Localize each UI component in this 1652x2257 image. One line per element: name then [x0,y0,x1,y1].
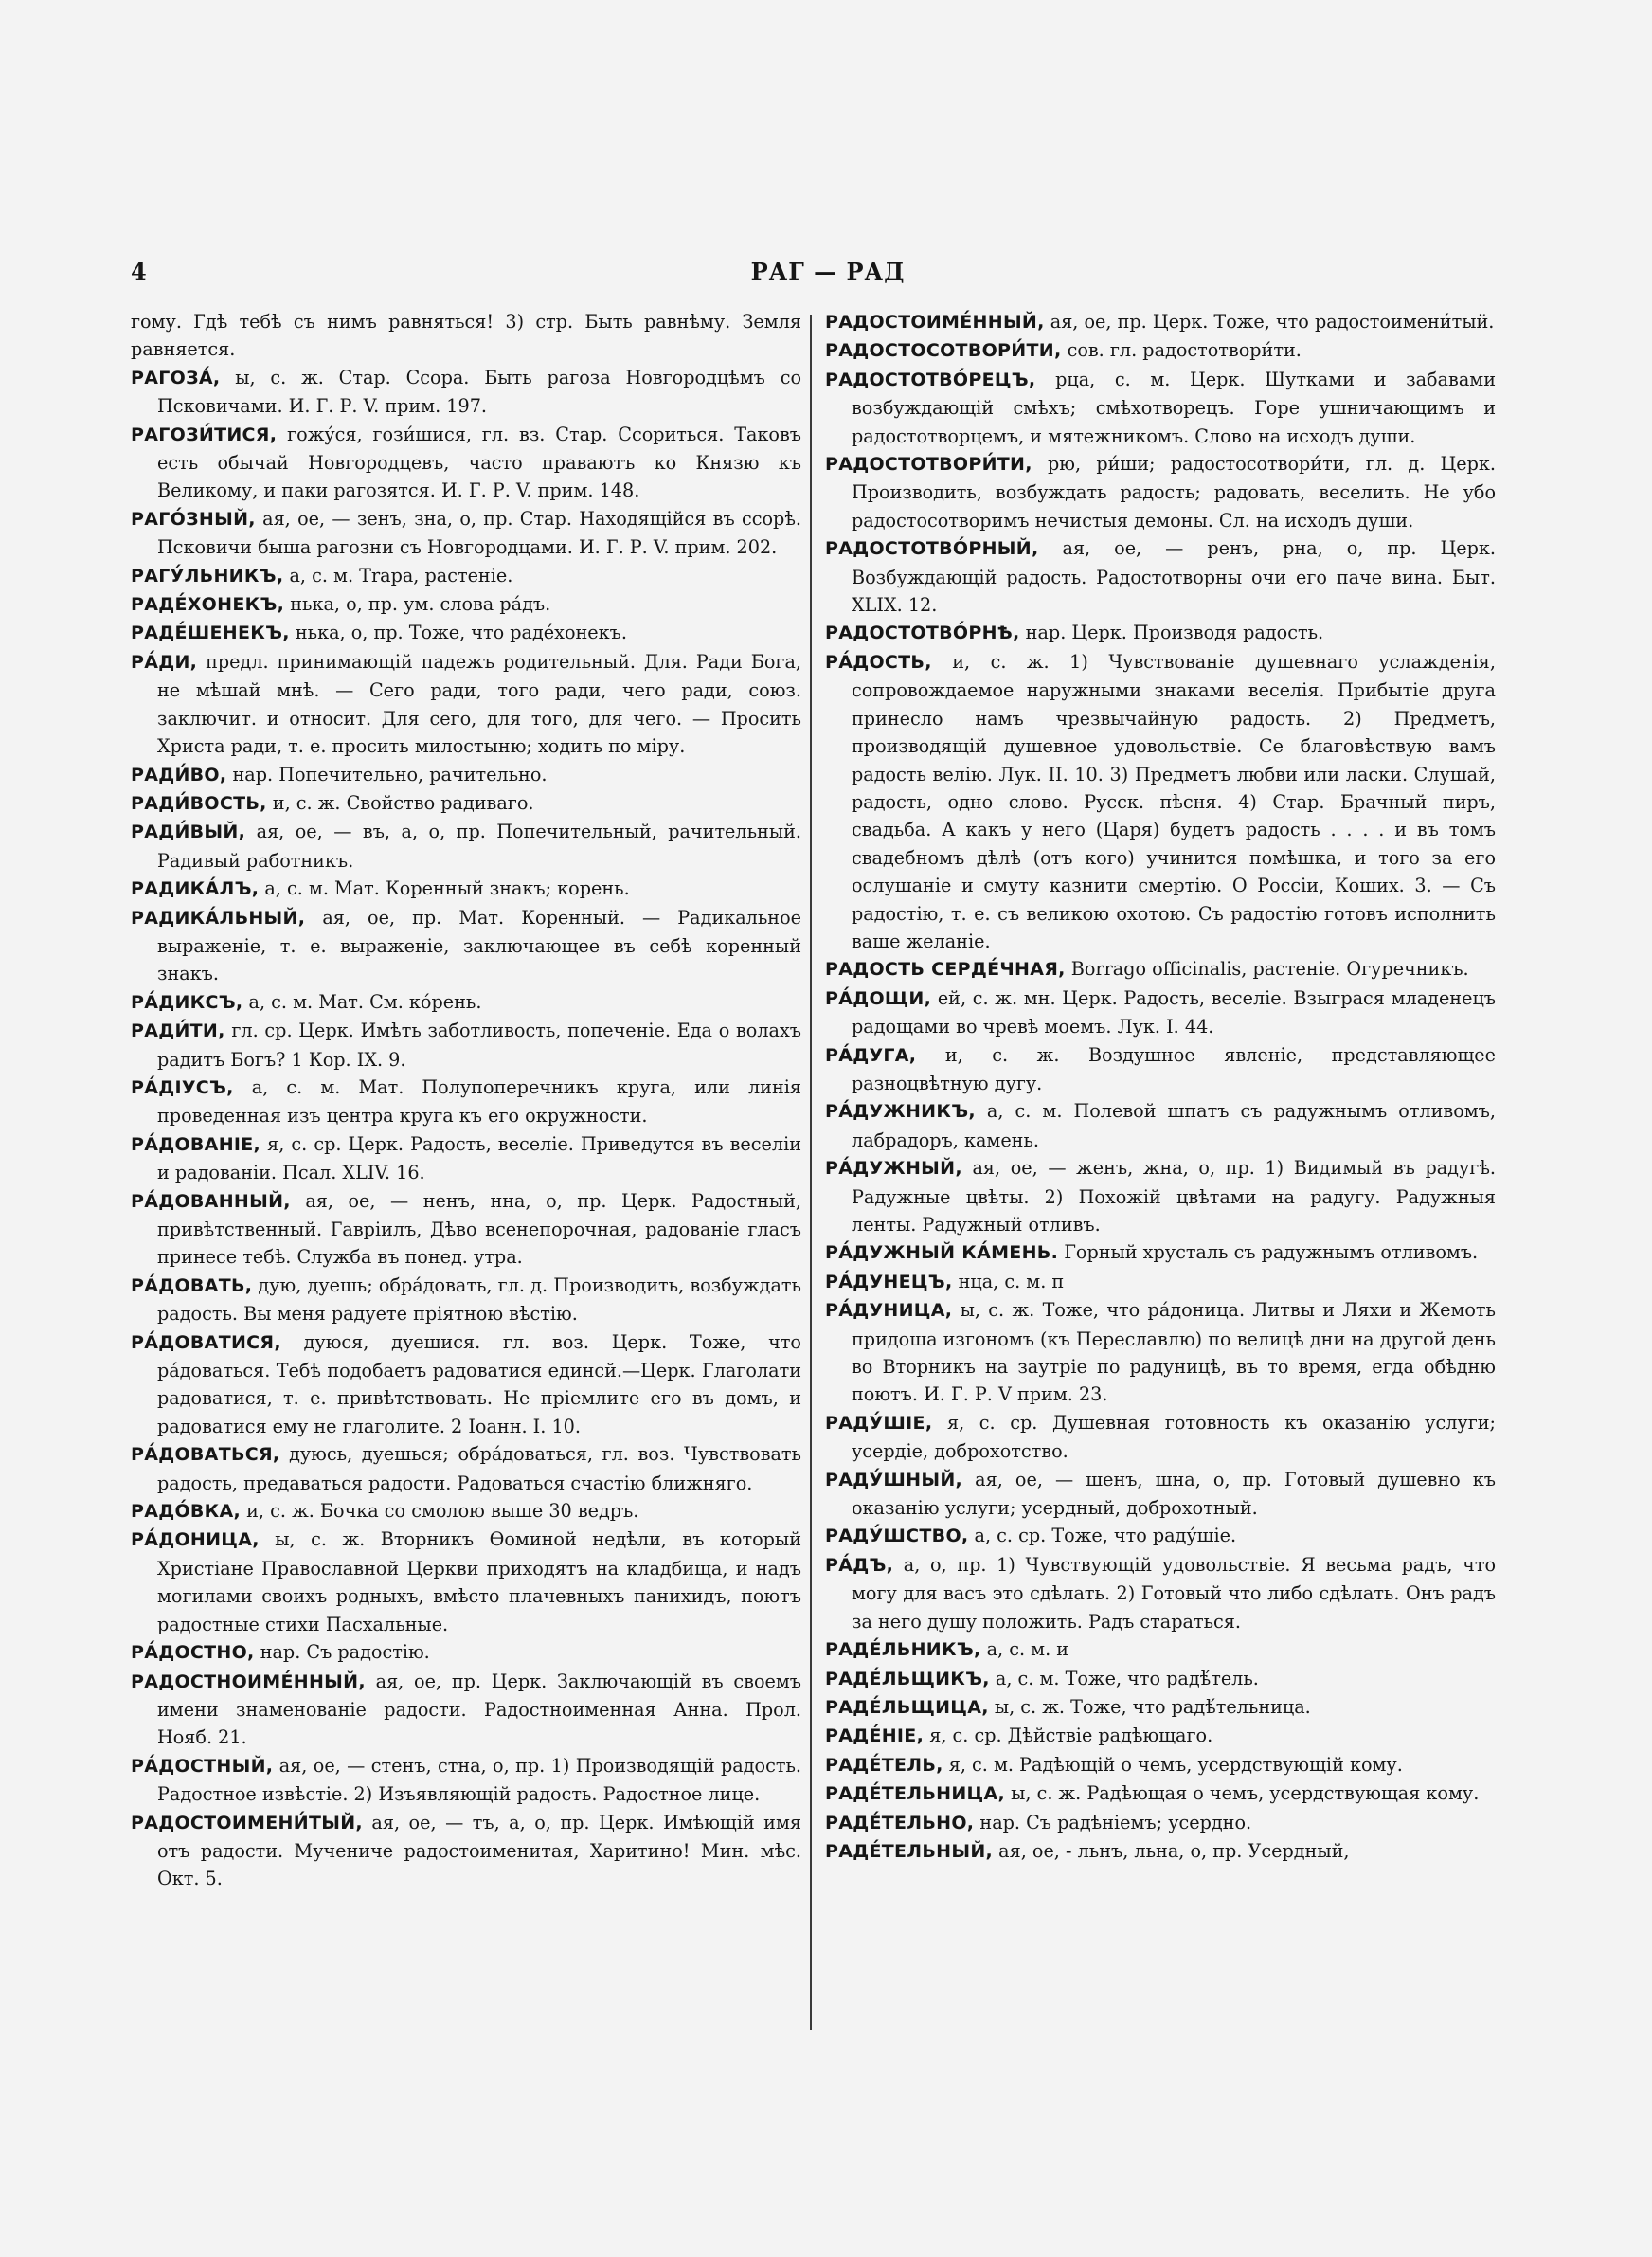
entry-definition: я, с. ср. Дѣйствіе радѣющаго. [924,1724,1213,1747]
dictionary-entry [825,1409,1496,1466]
entry-definition: ая, ое, пр. Церк. Заключающій въ своемъ имени знаменованіе радости. Радостноименная Анна. Прол. Нояб. 21. [157,1670,801,1749]
entry-headword: РАДУ́ШІЕ, [825,1412,933,1434]
entry-headword: РАДОСТОИМЕНИ́ТЫЙ, [131,1812,363,1833]
entry-headword: РАДЕ́ХОНЕКЪ, [131,594,285,616]
entry-definition: нька, о, пр. Тоже, что раде́хонекъ. [289,622,627,644]
dictionary-entry [131,1638,801,1667]
entry-definition: а, с. м. и [980,1638,1069,1661]
entry-definition: а, с. ср. Тоже, что раду́шіе. [968,1525,1237,1547]
entry-headword: РА́ДОСТНО, [131,1642,255,1664]
dictionary-entry [131,1187,801,1272]
entry-headword: РАДИ́ТИ, [131,1020,225,1042]
dictionary-entry [825,1751,1496,1779]
entry-definition: ы, с. ж. Тоже, что радѣ́тельница. [988,1695,1311,1718]
entry-definition: гл. ср. Церк. Имѣть заботливость, попеченіе. Еда о волахъ радитъ Богъ? 1 Кор. IX. 9. [157,1020,801,1071]
dictionary-entry [131,904,801,988]
entry-headword: РА́ДОВАТЬСЯ, [131,1444,280,1466]
dictionary-entry [131,619,801,647]
dictionary-entry [131,1440,801,1497]
entry-headword: РАДЕ́ТЕЛЬНО, [825,1812,975,1833]
entry-definition: ая, ое, - льнъ, льна, о, пр. Усердный, [993,1839,1350,1862]
entry-headword: РАГОЗИ́ТИСЯ, [131,424,278,445]
dictionary-entry [825,366,1496,450]
dictionary-entry [131,1809,801,1893]
entry-headword: РАДО́ВКА, [131,1501,242,1523]
entry-definition: нар. Съ радостію. [254,1641,430,1664]
entry-definition: а, с. м. Trapa, растеніе. [283,564,513,587]
page-title: РАГ — РАД [750,258,906,285]
entry-headword: РА́ДОСТНЫЙ, [131,1755,274,1777]
entry-headword: РА́ДОНИЦА, [131,1529,260,1551]
entry-definition: ей, с. ж. мн. Церк. Радость, веселіе. Взыграся младенецъ радощами во чревѣ моемъ. Лук. I. 44. [852,986,1496,1038]
entry-definition: а, с. м. Мат. Полупоперечникъ круга, или линія проведенная изъ центра круга къ его окружности. [157,1075,801,1128]
dictionary-entry [131,562,801,590]
entry-headword: РАДИ́ВО, [131,764,227,785]
entry-headword: РАДЕ́ЛЬЩИЦА, [825,1696,989,1718]
entry-definition: ая, ое, — зенъ, зна, о, пр. Стар. Находящійся въ ссорѣ. Псковичи быша рагозни съ Новгородцами. И. Г. Р. V. прим. 202. [157,507,801,559]
entry-headword: РА́ДУНЕЦЪ, [825,1271,953,1292]
dictionary-entry [131,1668,801,1752]
entry-headword: РА́ДУЖНЫЙ, [825,1158,962,1180]
entry-definition: ая, ое, пр. Мат. Коренный. — Радикальное выраженіе, т. е. выраженіе, заключающее въ себѣ коренный знакъ. [157,906,801,985]
dictionary-entry [825,1722,1496,1750]
entry-definition: гожу́ся, гози́шися, гл. вз. Стар. Ссориться. Таковъ есть обычай Новгородцевъ, часто праваютъ ко Князю къ Великому, и паки рагозятся. И. Г. Р. V. прим. 148. [157,423,801,502]
entry-headword: РАДЕ́ТЕЛЬНИЦА, [825,1783,1005,1805]
entry-headword: РА́ДОВАТЬ, [131,1274,253,1296]
dictionary-entry [131,818,801,875]
entry-headword: РА́ДИКСЪ, [131,991,243,1013]
entry-definition: ая, ое, — женъ, жна, о, пр. 1) Видимый въ радугѣ. Радужные цвѣты. 2) Похожій цвѣтами на радугу. Радужныя ленты. Радужный отливъ. [852,1157,1496,1236]
dictionary-entry [825,648,1496,955]
entry-definition: гому. Гдѣ тебѣ съ нимъ равняться! 3) стр. Быть равнѣму. Земля равняется. [131,311,801,361]
entry-headword: РАДЕ́ТЕЛЬНЫЙ, [825,1840,994,1862]
dictionary-entry [131,1272,801,1328]
entry-headword: РА́ДОВАННЫЙ, [131,1190,291,1212]
entry-headword: РАДОСТОТВО́РНЫЙ, [825,538,1039,560]
dictionary-entry [131,364,801,421]
entry-definition: ая, ое, — стенъ, стна, о, пр. 1) Производящій радость. Радостное извѣстіе. 2) Изъявляющій радость. Радостное лице. [157,1754,801,1806]
entry-headword: РАГОЗА́, [131,367,221,388]
entry-headword: РАДЕ́ТЕЛЬ, [825,1754,943,1776]
entry-definition: ая, ое, — шенъ, шна, о, пр. Готовый душевно къ оказанію услуги; усердный, доброхотный. [852,1468,1496,1520]
entry-headword: РАДЕ́ЛЬЩИКЪ, [825,1668,990,1689]
entry-definition: нар. Съ радѣніемъ; усердно. [974,1811,1252,1833]
entry-headword: РАДУ́ШСТВО, [825,1526,969,1547]
entry-definition: Borrago officinalis, растеніе. Огуречникъ. [1065,958,1469,981]
dictionary-entry [825,984,1496,1041]
dictionary-entry [825,1097,1496,1154]
page-number: 4 [131,258,147,285]
dictionary-entry [131,1526,801,1638]
dictionary-entry [825,955,1496,984]
entry-definition: а, с. м. Мат. Коренный знакъ; корень. [259,877,630,900]
entry-definition: ая, ое, — тъ, а, о, пр. Церк. Имѣющій имя отъ радости. Мучениче радостоименитая, Харитино! Мин. мѣс. Окт. 5. [157,1811,801,1890]
entry-headword: РАДОСТОТВОРИ́ТИ, [825,454,1032,476]
entry-definition: я, с. м. Радѣющій о чемъ, усердствующій кому. [943,1753,1403,1776]
entry-definition: и, с. ж. 1) Чувствованіе душевнаго услажденія, сопровождаемое наружными знаками веселія. Прибытіе друга принесло намъ чрезвычайную радость. 2) Предметъ, производящій душевное удовольствіе. Се благовѣствую вамъ радость велію. Лук. II. 10. 3) Предметъ любви или ласки. Слушай, радость, одно слово. Русск. пѣсня. 4) Стар. Брачный пиръ, свадьба. А какъ у него (Царя) будетъ радость . . . . и въ томъ свадебномъ дѣлѣ (отъ кого) учинится помѣшка, и того за его ослушаніе и смуту казнити смертію. О Россіи, Коших. 3. — Съ радостію, т. е. съ великою охотою. Съ радостію готовъ исполнить ваше желаніе. [852,650,1496,952]
entry-headword: РА́ДОВАНІЕ, [131,1133,261,1155]
entry-definition: рю, ри́ши; радостосотвори́ти, гл. д. Церк. Производить, возбуждать радость; радовать, веселить. Не убо радостосотворимъ нечистыя демоны. Сл. на исходъ души. [852,453,1496,532]
entry-definition: нар. Попечительно, рачительно. [226,763,548,785]
dictionary-entry [825,1693,1496,1722]
entry-headword: РА́ДЪ, [825,1554,894,1576]
dictionary-entry [825,1837,1496,1866]
entry-definition: нар. Церк. Производя радость. [1019,622,1324,644]
entry-definition: ы, с. ж. Стар. Ссора. Быть рагоза Новгородцѣмъ со Псковичами. И. Г. Р. V. прим. 197. [157,366,801,418]
dictionary-entry [825,1635,1496,1664]
dictionary-entry [131,505,801,562]
entry-definition: нца, с. м. п [952,1270,1065,1292]
dictionary-entry [825,1779,1496,1808]
entry-headword: РА́ДІУСЪ, [131,1076,234,1098]
dictionary-entry [131,1752,801,1809]
entry-headword: РА́ДУЖНЫЙ КА́МЕНЬ. [825,1242,1059,1264]
dictionary-entry [131,761,801,789]
dictionary-entry [825,1809,1496,1837]
dictionary-entry [131,1328,801,1441]
entry-definition: ая, ое, — ренъ, рна, о, пр. Церк. Возбуждающій радость. Радостотворны очи его паче вина. Быт. XLIX. 12. [852,537,1496,617]
entry-definition: и, с. ж. Воздушное явленіе, представляющее разноцвѣтную дугу. [852,1043,1496,1094]
entry-headword: РА́ДУГА, [825,1044,917,1066]
entry-headword: РА́ДУНИЦА, [825,1300,953,1322]
entry-definition: ы, с. ж. Радѣющая о чемъ, усердствующая кому. [1005,1782,1480,1805]
dictionary-entry [825,1268,1496,1296]
dictionary-entry [131,1497,801,1526]
dictionary-entry [825,1238,1496,1267]
dictionary-entry [131,875,801,903]
entry-definition: дую, дуешь; обра́довать, гл. д. Производить, возбуждать радость. Вы меня радуете пріятною вѣстію. [157,1273,801,1326]
dictionary-entry [131,590,801,619]
entry-definition: рца, с. м. Церк. Шутками и забавами возбуждающій смѣхъ; смѣхотворецъ. Горе ушничающимъ и радостотворцемъ, и мятежникомъ. Слово на исходъ души. [852,368,1496,447]
dictionary-entry [825,1041,1496,1098]
entry-headword: РАДЕ́ЛЬНИКЪ, [825,1639,981,1661]
dictionary-entry [131,1074,801,1130]
entry-headword: РАДОСТОСОТВОРИ́ТИ, [825,340,1062,362]
entry-headword: РАДИКА́ЛЪ, [131,878,260,900]
dictionary-entry [825,1665,1496,1693]
entry-definition: ы, с. ж. Вторникъ Ѳоминой недѣли, въ который Христіане Православной Церкви приходятъ на кладбища, и надъ могилами своихъ родныхъ, вмѣсто плачевныхъ панихидъ, поютъ радостные стихи Пасхальные. [157,1528,801,1635]
dictionary-entry [825,1551,1496,1635]
dictionary-entry [825,619,1496,647]
entry-definition: предл. принимающій падежъ родительный. Для. Ради Бога, не мѣшай мнѣ. — Сего ради, того ради, чего ради, союз. заключит. и относит. Для сего, для того, для чего. — Просить Христа ради, т. е. просить милостыню; ходить по міру. [157,650,801,758]
dictionary-entry [825,308,1496,336]
running-header [131,258,1525,296]
dictionary-entry [825,450,1496,534]
entry-definition: я, с. ср. Душевная готовность къ оказанію услуги; усердіе, доброхотство. [852,1411,1496,1463]
entry-definition: дуюсь, дуешься; обра́доваться, гл. воз. Чувствовать радость, предаваться радости. Радоваться счастію ближняго. [157,1443,801,1494]
entry-headword: РАДИ́ВОСТЬ, [131,792,267,814]
dictionary-entry [825,1296,1496,1409]
entry-headword: РАДОСТОТВО́РЕЦЪ, [825,369,1036,390]
entry-headword: РАДИ́ВЫЙ, [131,822,246,843]
entry-definition: Горный хрусталь съ радужнымъ отливомъ. [1058,1241,1479,1264]
entry-headword: РАГО́ЗНЫЙ, [131,508,256,530]
entry-headword: РАДОСТОТВО́РНѢ, [825,623,1020,644]
entry-headword: РАДОСТЬ СЕРДЕ́ЧНАЯ, [825,959,1066,981]
entry-headword: РАДЕ́НІЕ, [825,1725,925,1747]
entry-definition: ая, ое, пр. Церк. Тоже, что радостоимени́тый. [1044,311,1495,333]
dictionary-entry [131,648,801,761]
entry-headword: РАДОСТОИМЕ́ННЫЙ, [825,312,1045,333]
entry-headword: РАДЕ́ШЕНЕКЪ, [131,623,290,644]
entry-definition: я, с. ср. Церк. Радость, веселіе. Приведутся въ веселіи и радованіи. Псал. XLIV. 16. [157,1132,801,1184]
entry-headword: РА́ДИ, [131,651,198,673]
dictionary-entry [131,308,801,364]
entry-headword: РА́ДОСТЬ, [825,651,932,673]
dictionary-entry [131,988,801,1017]
entry-headword: РА́ДОВАТИСЯ, [131,1331,281,1353]
entry-definition: дуюся, дуешися. гл. воз. Церк. Тоже, что ра́доваться. Тебѣ подобаетъ радоватися единсй.—Церк. Глаголати радоватися, т. е. привѣтствовать. Не пріемлите его въ домъ, и радоватися ему не глаголите. 2 Іоанн. I. 10. [157,1330,801,1437]
dictionary-entry [825,1466,1496,1523]
entry-headword: РАГУ́ЛЬНИКЪ, [131,565,284,587]
dictionary-entry [131,1130,801,1187]
dictionary-entry [131,1017,801,1074]
entry-definition: а, с. м. Мат. См. ко́рень. [242,990,482,1013]
entry-definition: а, о, пр. 1) Чувствующій удовольствіе. Я весьма радъ, что могу для васъ это сдѣлать. 2) Готовый что либо сдѣлать. Онъ радъ за него душу положить. Радъ стараться. [852,1553,1496,1633]
left-column [131,308,801,1893]
dictionary-entry [825,1522,1496,1550]
entry-headword: РАДОСТНОИМЕ́ННЫЙ, [131,1670,366,1692]
entry-headword: РАДУ́ШНЫЙ, [825,1469,963,1490]
column-divider [810,315,812,2030]
dictionary-entry [825,1154,1496,1238]
entry-definition: ы, с. ж. Тоже, что ра́доница. Литвы и Ляхи и Жемоть придоша изгономъ (къ Переславлю) по велицѣ дни на другой день во Вторникъ на заутріе по радуницѣ, въ то время, егда обѣдню поютъ. И. Г. Р. V прим. 23. [852,1299,1496,1406]
dictionary-entry [825,534,1496,619]
dictionary-entry [131,789,801,818]
entry-definition: а, с. м. Тоже, что радѣ́тель. [989,1667,1259,1689]
right-column [825,308,1496,1866]
entry-headword: РА́ДУЖНИКЪ, [825,1101,976,1123]
entry-definition: ая, ое, — въ, а, о, пр. Попечительный, рачительный. Радивый работникъ. [157,821,801,872]
dictionary-entry [131,421,801,505]
entry-definition: нька, о, пр. ум. слова ра́дъ. [284,593,551,616]
entry-definition: и, с. ж. Свойство радиваго. [266,791,534,814]
entry-definition: сов. гл. радостотвори́ти. [1061,339,1302,362]
entry-headword: РА́ДОЩИ, [825,987,932,1009]
dictionary-entry [825,336,1496,365]
entry-headword: РАДИКА́ЛЬНЫЙ, [131,907,306,929]
entry-definition: и, с. ж. Бочка со смолою выше 30 ведръ. [241,1500,639,1523]
entry-definition: ая, ое, — ненъ, нна, о, пр. Церк. Радостный, привѣтственный. Гавріилъ, Дѣво всенепорочная, радованіе гласъ принесе тебѣ. Служба въ понед. утра. [157,1189,801,1269]
entry-definition: а, с. м. Полевой шпатъ съ радужнымъ отливомъ, лабрадоръ, камень. [852,1100,1496,1151]
